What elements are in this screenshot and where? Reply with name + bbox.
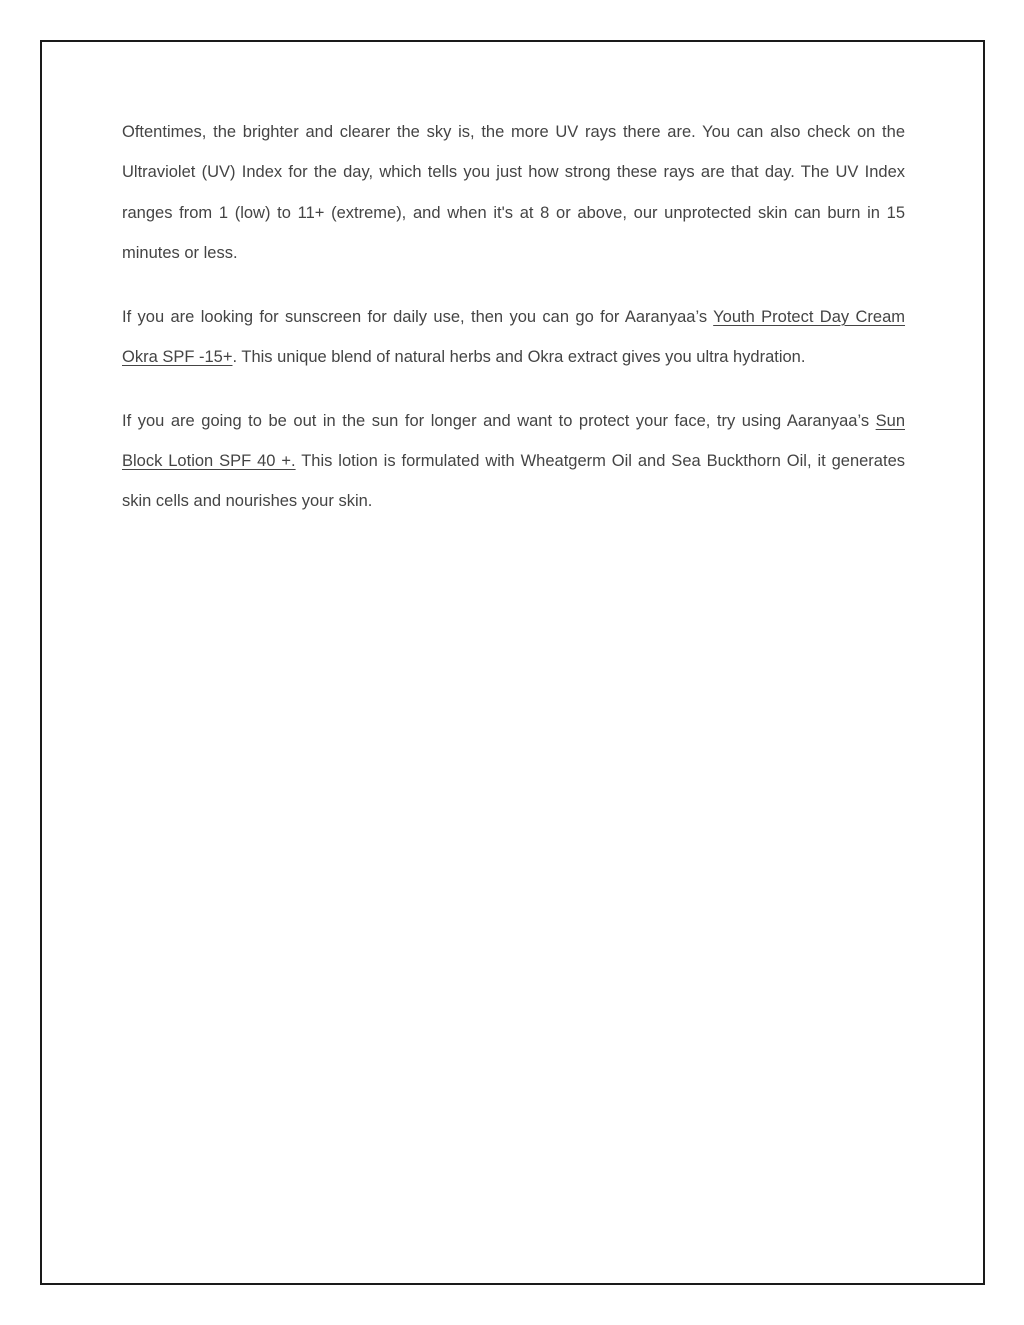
document-page bbox=[40, 40, 985, 1285]
youth-protect-day-cream-link[interactable]: Youth Protect Day Cream Okra SPF -15+ bbox=[122, 307, 906, 366]
paragraph-text: If you are looking for sunscreen for daily use, then you can go for Aaranyaa’s bbox=[122, 307, 714, 326]
paragraph-text: This lotion is formulated with Wheatgerm Oil and Sea Buckthorn Oil, it generates skin cells and nourishes your skin. bbox=[122, 452, 905, 511]
paragraph-sun-block bbox=[122, 401, 905, 522]
paragraph-daily-sunscreen bbox=[122, 297, 905, 378]
paragraph-text: . This unique blend of natural herbs and Okra extract gives you ultra hydration. bbox=[232, 347, 806, 366]
sun-block-lotion-link[interactable]: Sun Block Lotion SPF 40 +. bbox=[122, 411, 905, 471]
document-body bbox=[122, 112, 905, 545]
paragraph-uv-rays: Oftentimes, the brighter and clearer the sky is, the more UV rays there are. You can also check on the Ultraviolet (UV) Index for the day, which tells you just how strong these rays are that day. The UV Index ranges from 1 (low) to 11+ (extreme), and when it's at 8 or above, our unprotected skin can burn in 15 minutes or less. bbox=[122, 123, 905, 262]
paragraph-text: If you are going to be out in the sun for longer and want to protect your face, try using Aaranyaa’s bbox=[122, 411, 876, 430]
